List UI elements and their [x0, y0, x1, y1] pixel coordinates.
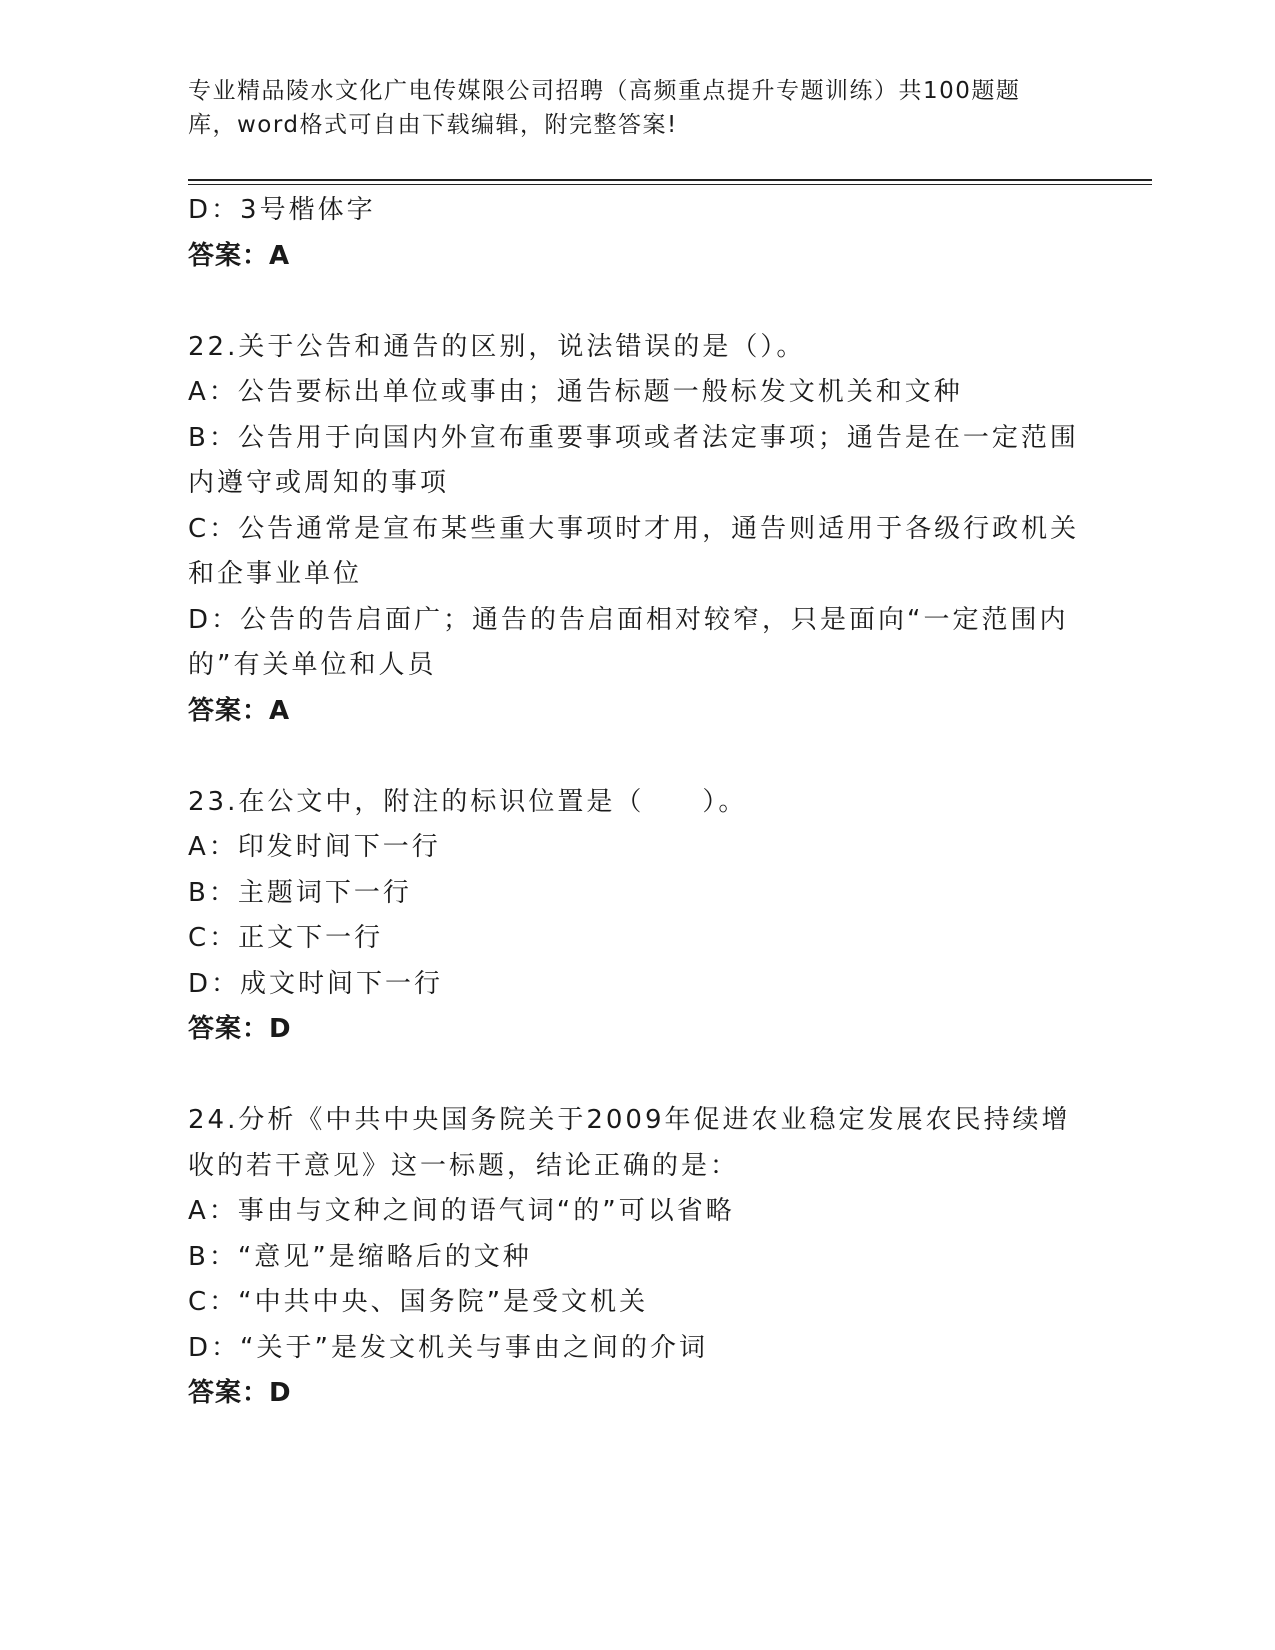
option-d: D：3号楷体字 — [188, 195, 376, 225]
option-b: B：主题词下一行 — [188, 877, 412, 908]
option-d: D：成文时间下一行 — [188, 968, 444, 999]
option-d-continued: 的”有关单位和人员 — [188, 650, 437, 680]
answer: 答案：A — [188, 695, 291, 726]
option-c-continued: 和企事业单位 — [188, 559, 363, 589]
option-c: C：正文下一行 — [188, 923, 384, 953]
question-stem-continued: 收的若干意见》这一标题，结论正确的是： — [188, 1150, 740, 1181]
question-24 — [188, 1098, 1088, 1417]
question-stem: 23.在公文中，附注的标识位置是（ ）。 — [188, 786, 748, 817]
header-title: 专业精品陵水文化广电传媒限公司招聘（高频重点提升专题训练）共100题题库，word格式可自由下载编辑，附完整答案! — [188, 78, 1021, 138]
option-c: C：公告通常是宣布某些重大事项时才用，通告则适用于各级行政机关 — [188, 513, 1080, 544]
document-header — [188, 74, 1048, 142]
question-22 — [188, 325, 1088, 735]
document-body — [188, 188, 1088, 1417]
question-stem: 24.分析《中共中央国务院关于2009年促进农业稳定发展农民持续增 — [188, 1105, 1071, 1135]
header-divider-thin — [188, 184, 1152, 185]
option-a: A：公告要标出单位或事由；通告标题一般标发文机关和文种 — [188, 377, 963, 407]
option-d: D：“关于”是发文机关与事由之间的介词 — [188, 1332, 708, 1363]
option-b: B：公告用于向国内外宣布重要事项或者法定事项；通告是在一定范围 — [188, 422, 1079, 453]
answer: 答案：A — [188, 240, 291, 271]
header-divider-thick — [188, 179, 1152, 181]
option-b: B：“意见”是缩略后的文种 — [188, 1241, 532, 1272]
answer: 答案：D — [188, 1014, 292, 1044]
option-c: C：“中共中央、国务院”是受文机关 — [188, 1287, 649, 1317]
question-stem: 22.关于公告和通告的区别，说法错误的是（）。 — [188, 331, 806, 362]
question-21-tail — [188, 188, 1088, 279]
option-a: A：印发时间下一行 — [188, 832, 441, 862]
option-d: D：公告的告启面广；通告的告启面相对较窄，只是面向“一定范围内 — [188, 604, 1069, 635]
option-a: A：事由与文种之间的语气词“的”可以省略 — [188, 1196, 735, 1226]
spacer — [188, 734, 1088, 780]
option-b-continued: 内遵守或周知的事项 — [188, 468, 450, 498]
spacer — [188, 1053, 1088, 1099]
question-23 — [188, 780, 1088, 1053]
answer: 答案：D — [188, 1378, 292, 1408]
spacer — [188, 279, 1088, 325]
